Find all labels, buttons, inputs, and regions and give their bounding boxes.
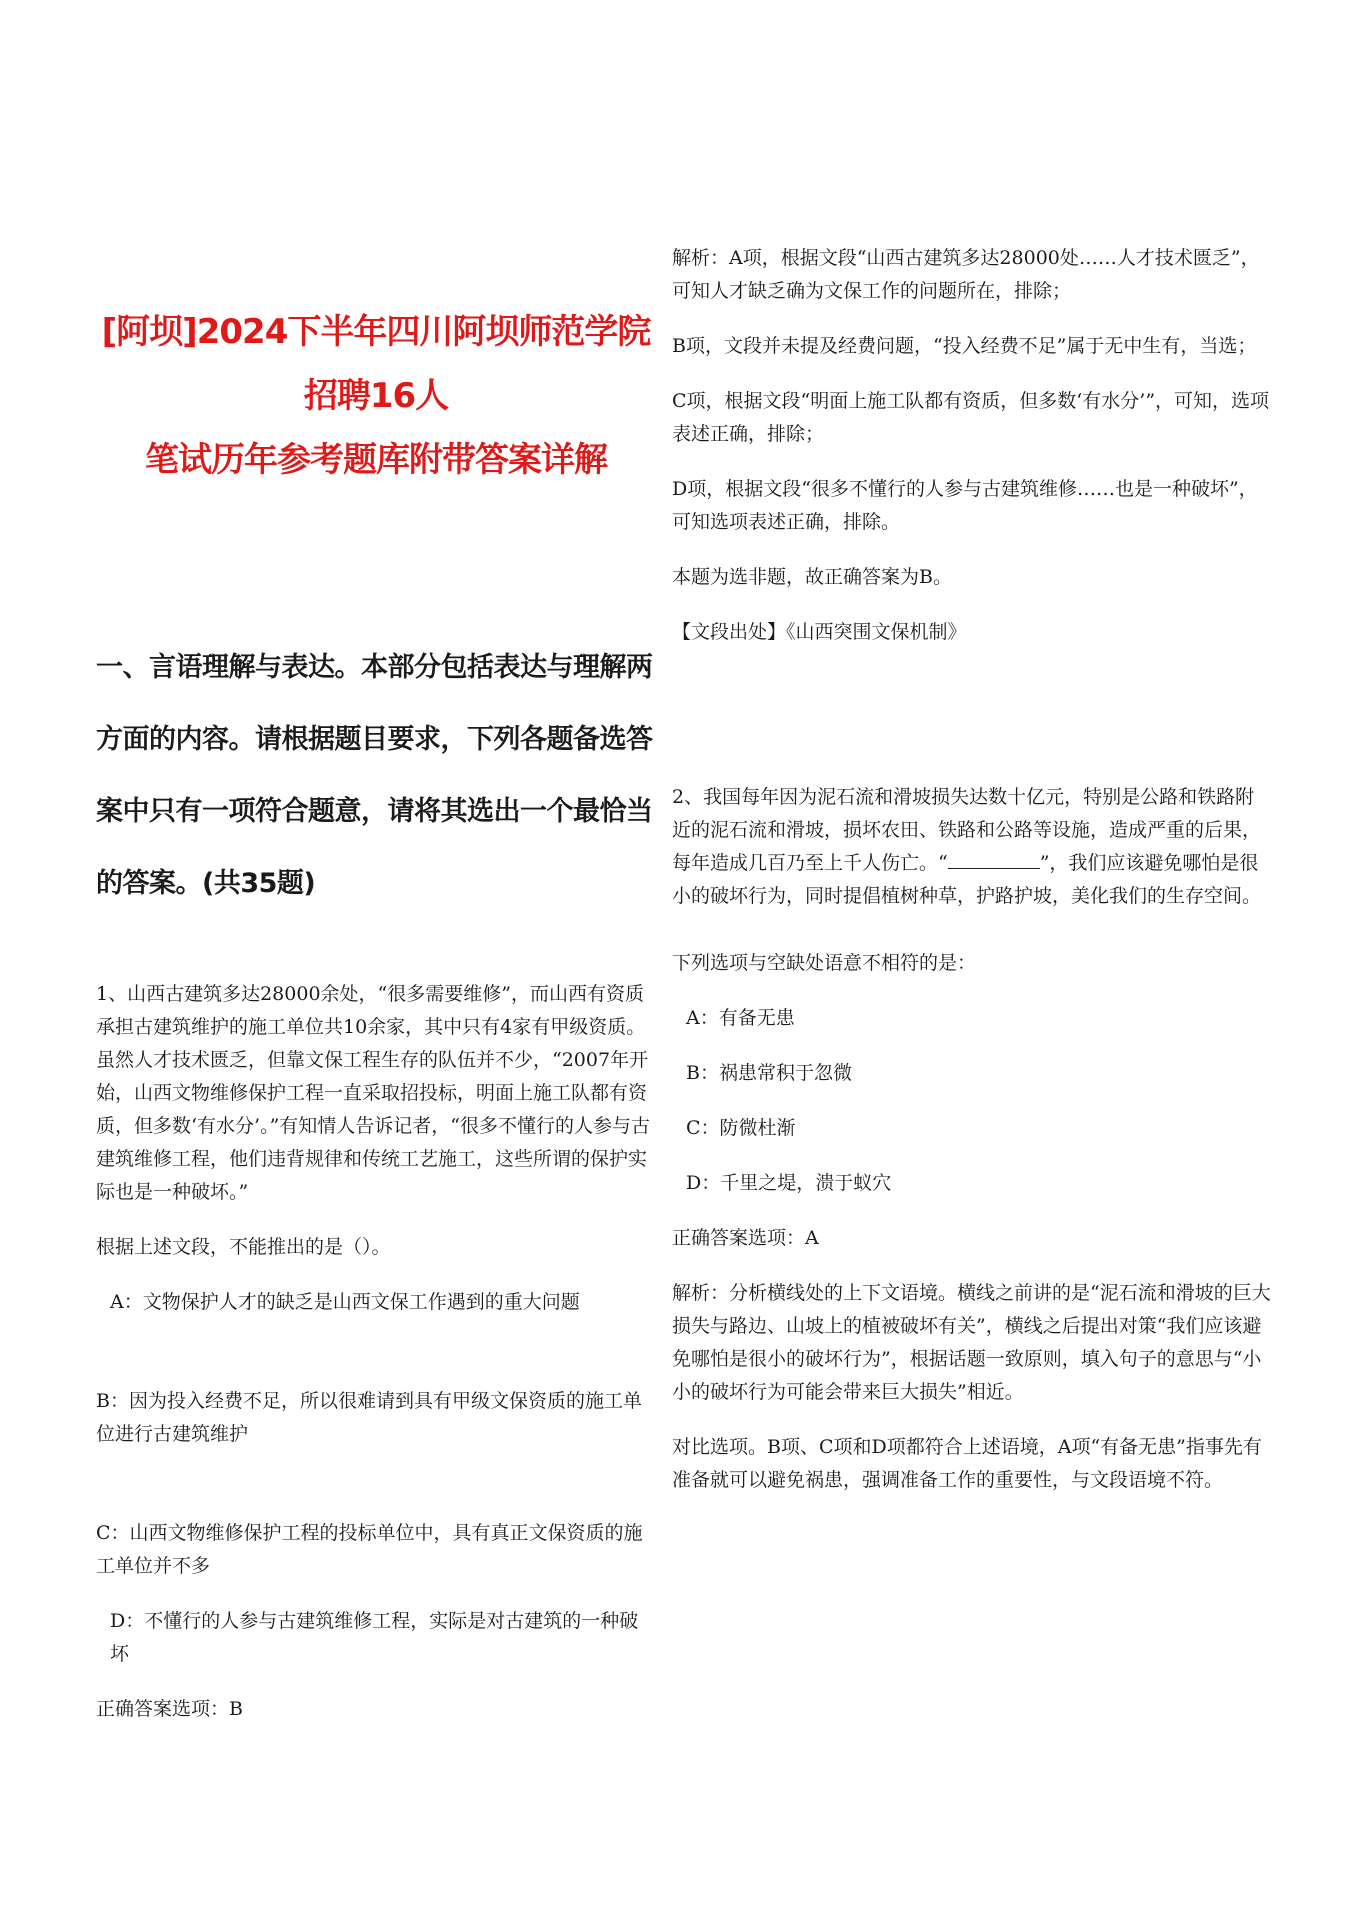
q1-analysis-d: D项，根据文段“很多不懂行的人参与古建筑维修……也是一种破坏”，可知选项表述正确，排除。	[672, 478, 1258, 533]
q1-analysis-b: B项，文段并未提及经费问题，“投入经费不足”属于无中生有，当选；	[672, 335, 1257, 357]
q2-option-a: A：有备无患	[686, 1007, 795, 1029]
q1-analysis-a: 解析：A项，根据文段“山西古建筑多达28000处……人才技术匮乏”，可知人才缺乏确为文保工作的问题所在，排除；	[672, 247, 1260, 302]
title-line-1: [阿坝]2024下半年四川阿坝师范学院招聘16人	[101, 312, 651, 416]
q2-analysis-1: 解析：分析横线处的上下文语境。横线之前讲的是“泥石流和滑坡的巨大损失与路边、山坡上的植被破坏有关”，横线之后提出对策“我们应该避免哪怕是很小的破坏行为”，根据话题一致原则，填入句子的意思与“小小的破坏行为可能会带来巨大损失”相近。	[672, 1282, 1271, 1403]
title-line-2: 笔试历年参考题库附带答案详解	[145, 440, 607, 480]
section-heading: 一、言语理解与表达。本部分包括表达与理解两方面的内容。请根据题目要求，下列各题备选答案中只有一项符合题意，请将其选出一个最恰当的答案。(共35题)	[96, 652, 653, 899]
q2-option-b: B：祸患常积于忽微	[686, 1062, 852, 1084]
left-column	[96, 300, 656, 1726]
q1-option-b: B：因为投入经费不足，所以很难请到具有甲级文保资质的施工单位进行古建筑维护	[96, 1390, 642, 1445]
q1-passage: 1、山西古建筑多达28000余处，“很多需要维修”，而山西有资质承担古建筑维护的施工单位共10余家，其中只有4家有甲级资质。虽然人才技术匮乏，但靠文保工程生存的队伍并不少，“2007年开始，山西文物维修保护工程一直采取招投标，明面上施工队都有资质，但多数‘有水分’。”有知情人告诉记者，“很多不懂行的人参与古建筑维修工程，他们违背规律和传统工艺施工，这些所谓的保护实际也是一种破坏。”	[96, 983, 651, 1203]
q1-question: 根据上述文段，不能推出的是（）。	[96, 1236, 391, 1258]
document-title	[96, 300, 656, 492]
right-column	[672, 242, 1272, 1497]
q2-question: 下列选项与空缺处语意不相符的是：	[672, 952, 977, 974]
q2-passage-after: ”，我们应该避免哪怕是很小的破坏行为，同时提倡植树种草，护路护坡，美化我们的生存空间。	[672, 852, 1262, 907]
q1-answer: 正确答案选项：B	[96, 1698, 243, 1720]
q2-analysis-2: 对比选项。B项、C项和D项都符合上述语境，A项“有备无患”指事先有准备就可以避免祸患，强调准备工作的重要性，与文段语境不符。	[672, 1436, 1262, 1491]
q2-passage	[672, 781, 1272, 913]
q1-option-c: C：山西文物维修保护工程的投标单位中，具有真正文保资质的施工单位并不多	[96, 1522, 643, 1577]
q2-passage-before: 2、我国每年因为泥石流和滑坡损失达数十亿元，特别是公路和铁路附近的泥石流和滑坡，损坏农田、铁路和公路等设施，造成严重的后果，每年造成几百乃至上千人伤亡。“	[672, 786, 1262, 874]
q2-answer: 正确答案选项：A	[672, 1227, 819, 1249]
q1-conclusion: 本题为选非题，故正确答案为B。	[672, 566, 952, 588]
q1-option-d: D：不懂行的人参与古建筑维修工程，实际是对古建筑的一种破坏	[110, 1610, 639, 1665]
q2-option-d: D：千里之堤，溃于蚁穴	[686, 1172, 892, 1194]
q1-source: 【文段出处】《山西突围文保机制》	[672, 621, 967, 643]
q2-option-c: C：防微杜渐	[686, 1117, 796, 1139]
answer-blank	[948, 848, 1040, 869]
q1-analysis-c: C项，根据文段“明面上施工队都有资质，但多数‘有水分’”，可知，选项表述正确，排除；	[672, 390, 1270, 445]
q1-option-a: A：文物保护人才的缺乏是山西文保工作遇到的重大问题	[110, 1291, 580, 1313]
